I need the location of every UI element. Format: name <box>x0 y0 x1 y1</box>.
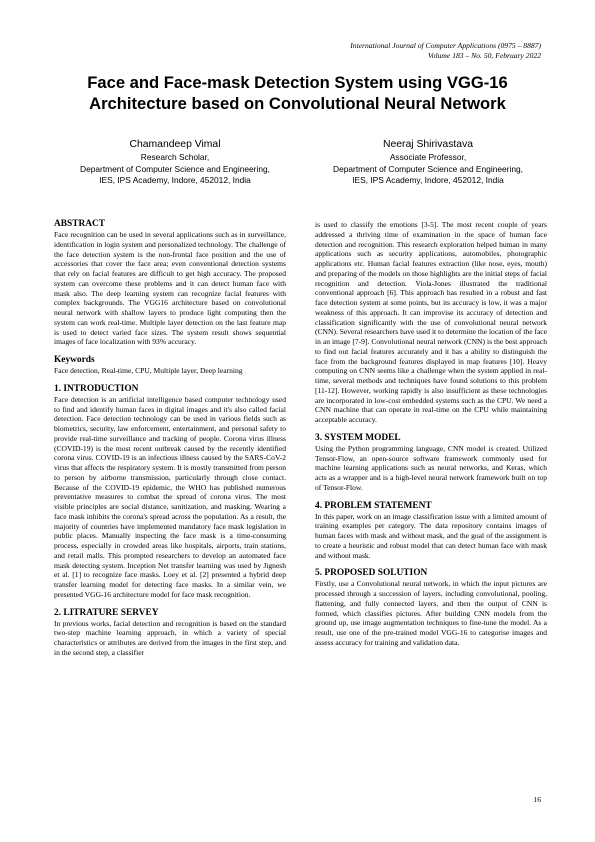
page-number: 16 <box>533 795 541 804</box>
problem-statement-text: In this paper, work on an image classification issue with a limited amount of training examples per category. The data repository contains images of human faces with mask and without mask, and the goal of the assignment is to create a heuristic and robust model that can detect human face with mask and without mask. <box>315 511 547 560</box>
introduction-text: Face detection is an artificial intelligence based computer technology used to find and identify human faces in digital images and it's also called facial detection. Face detection technology can be used in various fields such as biometrics, security, law enforcement, entertainment, and personal safety to provide real-time surveillance and tracking of people. Corona virus illness (COVID-19) is the most recent outbreak caused by the recently identified corona virus. COVID-19 is an infectious illness caused by the SARS-CoV-2 virus that affects the respiratory system. It is mostly transmitted from person to person by airborne transmission, particularly through close contact. Because of the COVID-19 epidemic, the WHO has published numerous preventative measures to combat the spread of corona virus. The most visible principles are social distance, sanitization, and masking. Wearing a face mask inhibits the corona's spread across the population. As a result, the majority of countries have implemented mandatory face mask legislation in public places. Manually inspecting the face mask is a time-consuming process, especially in crowded areas like hospitals, airports, train stations, and retail malls. This prompted researchers to develop an automated face mask detecting system. Inception Net transfer learning was used by Jignesh et al. [1] to recognize face masks. Loey et al. [2] presented a hybrid deep transfer learning model for detecting face masks. In a similar vein, we presented VGG-16 architecture model for face mask recognition. <box>54 394 286 599</box>
proposed-solution-heading: 5. PROPOSED SOLUTION <box>315 568 428 579</box>
abstract-heading: ABSTRACT <box>54 219 106 229</box>
title-line-1: Face and Face-mask Detection System using VGG-16 <box>87 73 508 92</box>
author-institution: IES, IPS Academy, Indore, 452012, India <box>99 175 251 186</box>
author-name: Neeraj Shirivastava <box>382 139 474 150</box>
author-block-2 <box>306 137 550 187</box>
author-department: Department of Computer Science and Engineering, <box>333 163 523 174</box>
proposed-solution-text: Firstly, use a Convolutional neural network, in which the input pictures are processed through a succession of layers, including convolutional, pooling, flattening, and fully connected layers, and then the output of CNN is formed, which classifies pictures. After building CNN models from the ground up, use image augmentation techniques to fine-tune the model. As a result, use one of the pre-trained model VGG-16 to categorise images and assess accuracy for training and validation data. <box>315 579 547 647</box>
author-department: Department of Computer Science and Engineering, <box>80 163 270 174</box>
paper-title <box>40 72 555 114</box>
journal-volume: Volume 183 – No. 50, February 2022 <box>427 51 541 60</box>
author-role: Research Scholar, <box>140 152 210 162</box>
literature-survey-heading: 2. LITRATURE SERVEY <box>54 607 159 618</box>
system-model-text: Using the Python programming language, CNN model is created. Utilized Tensor-Flow, an open-source software framework commonly used for machine learning applications such as neural networks, and Keras, which acts as a wrapper and is a high-level neural network framework built on top of Tensor-Flow. <box>315 443 547 492</box>
left-column <box>54 218 286 658</box>
author-name: Chamandeep Vimal <box>129 139 221 150</box>
title-line-2: Architecture based on Convolutional Neural Network <box>89 94 506 113</box>
author-block-1 <box>54 137 296 187</box>
author-institution: IES, IPS Academy, Indore, 452012, India <box>352 175 504 186</box>
literature-survey-continued-text: is used to classify the emotions [3-5]. The most recent couple of years addressed a thriving time of examination in the space of human face detection and recognition. This research exploration helped human in many applications such as security applications, automobiles, photographic applications etc. Human facial features extraction (like nose, eyes, mouth) and preparing of the models on those highlights are the initial steps of facial recognition and detection. Viola-Jones illustrated the traditional conventional approach [6]. This approach has resulted in a robust and fast face detection system at some points, but its accuracy is low, it was a major weakness of this approach. It can improvise its accuracy of detection and classification significantly with the use of convolutional neural network (CNN). Several researchers have used it to determine the location of the face in an image [7-9]. Convolutional neural network (CNN) is the best approach to find out facial features accurately and it has a ability to distinguish the face from the background features displayed in map features [10]. Heavy computing on CNN seems like a challenge when the system applied in real-time, several methods and techniques have found solutions to this problem [11-12]. However, working rapidly is also insufficient as these technologies are incorporated in low-cost embedded systems such as the CPU. We need a CNN machine that can operate in real-time on the CPU while maintaining acceptable accuracy. <box>315 220 547 424</box>
right-column <box>315 220 547 648</box>
literature-survey-text: In previous works, facial detection and recognition is based on the standard two-step machine learning approach, in which a variety of special characteristics or attributes are derived from the images in the first step, and in the second step, a classifier <box>54 618 286 657</box>
system-model-heading: 3. SYSTEM MODEL <box>315 432 401 443</box>
journal-name: International Journal of Computer Applications (0975 – 8887) <box>350 41 541 50</box>
keywords-text: Face detection, Real-time, CPU, Multiple layer, Deep learning <box>54 366 243 375</box>
introduction-heading: 1. INTRODUCTION <box>54 383 139 394</box>
problem-statement-heading: 4. PROBLEM STATEMENT <box>315 500 432 511</box>
keywords-heading: Keywords <box>54 355 95 365</box>
abstract-text: Face recognition can be used in several applications such as in surveillance, identification in login system and personalized technology. The challenge of the face detection system is the non-frontal face position and the use of accessories that cover the face area; even conventional detection systems that rely on facial features are difficult to get high accuracy. The proposed system can overcome these problems and it can detect human face with mask also. The deep learning system can recognize facial features with complex backgrounds. The VGG16 architecture based on convolutional neural network with shallow layers to produce light computing then the system can work real-time. Multiple layer detection on the last feature map is used to detect varied face sizes. The system result shows sequential images of face localization with 93% accuracy. <box>54 230 286 347</box>
author-role: Associate Professor, <box>389 152 467 162</box>
journal-header <box>350 41 541 61</box>
